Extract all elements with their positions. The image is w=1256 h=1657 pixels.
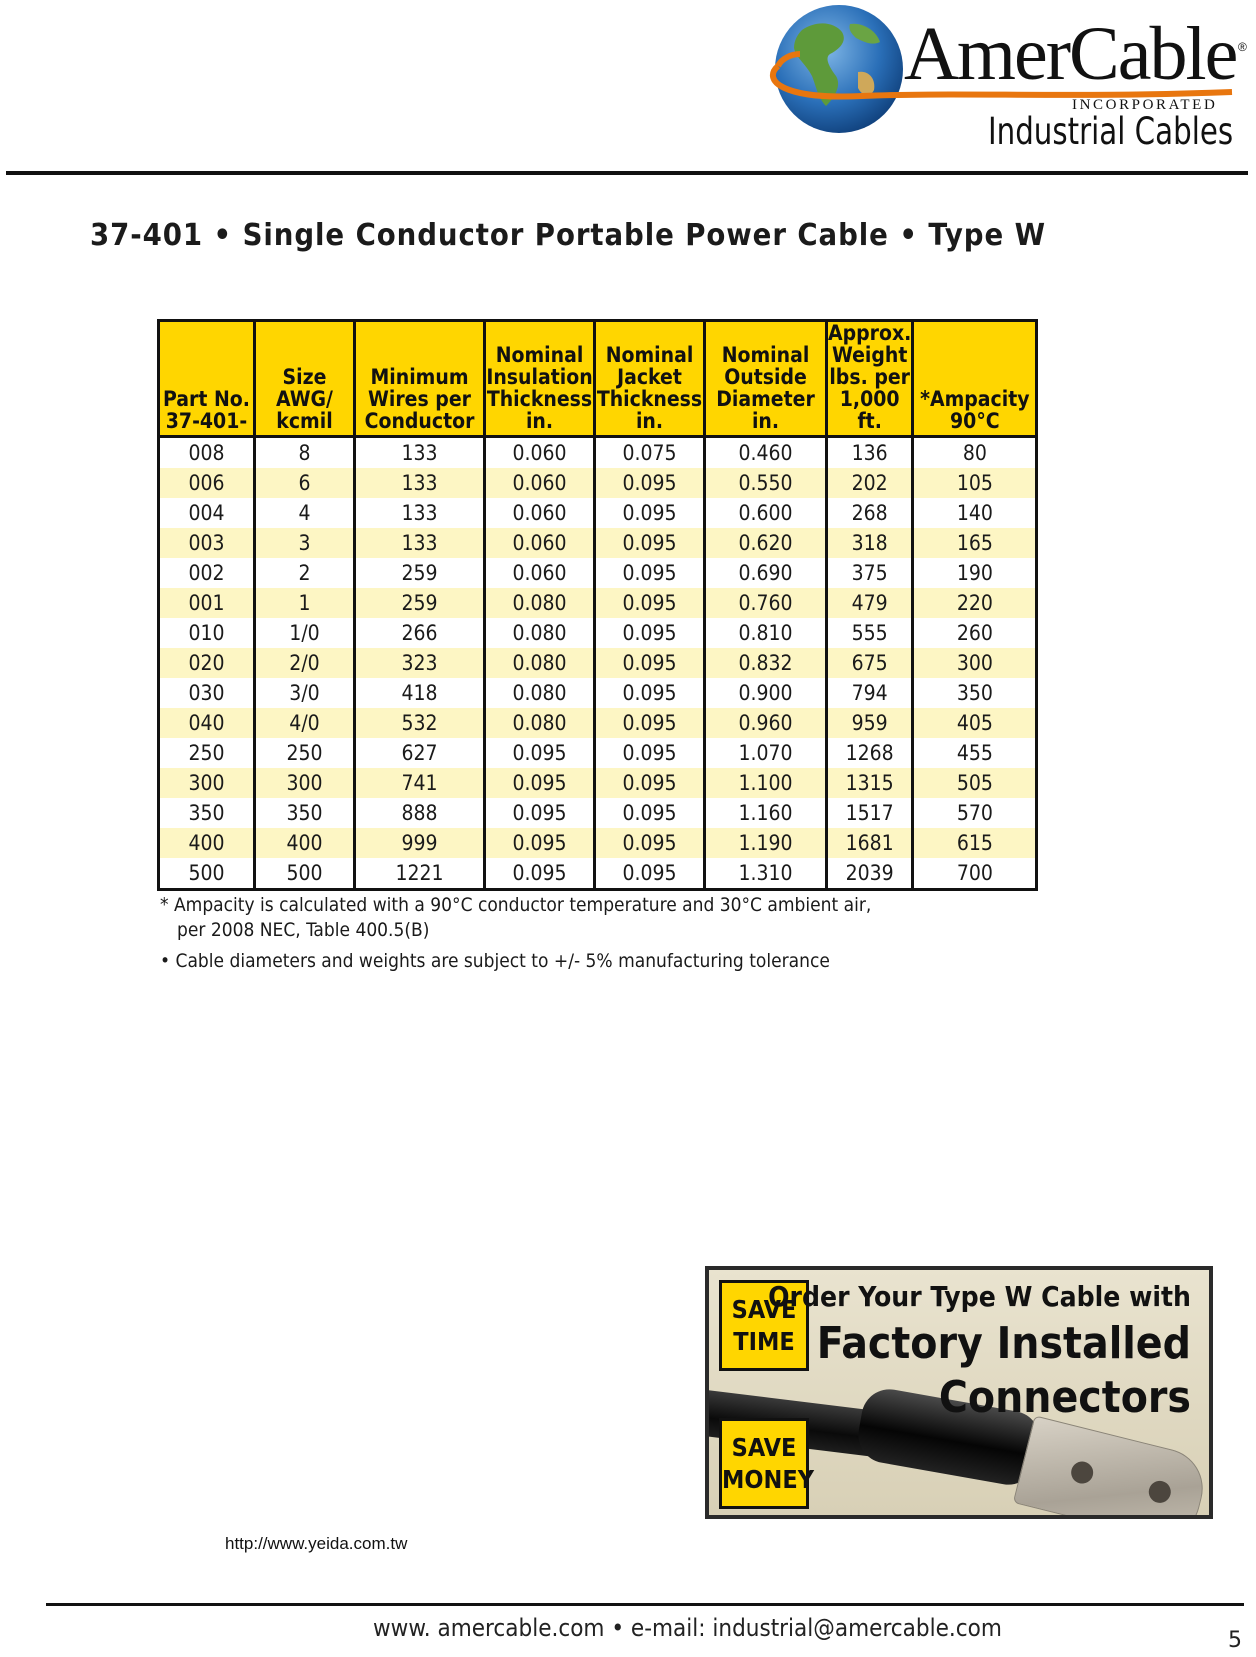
cell-insulation: 0.095 xyxy=(485,828,595,858)
cell-insulation: 0.080 xyxy=(485,588,595,618)
cell-insulation: 0.060 xyxy=(485,437,595,469)
cell-insulation: 0.080 xyxy=(485,648,595,678)
table-row xyxy=(159,618,1037,648)
cell-size: 4/0 xyxy=(255,708,355,738)
table-row xyxy=(159,498,1037,528)
cell-jacket: 0.095 xyxy=(595,558,705,588)
table-header-row xyxy=(159,321,1037,437)
cell-min-wires: 259 xyxy=(355,558,485,588)
cell-jacket: 0.095 xyxy=(595,858,705,890)
tagline: Industrial Cables xyxy=(988,110,1234,153)
cell-insulation: 0.080 xyxy=(485,708,595,738)
cell-ampacity: 165 xyxy=(913,528,1037,558)
cell-min-wires: 133 xyxy=(355,437,485,469)
cell-min-wires: 999 xyxy=(355,828,485,858)
cell-jacket: 0.095 xyxy=(595,708,705,738)
ampacity-note: * Ampacity is calculated with a 90°C conductor temperature and 30°C ambient air, xyxy=(160,894,872,916)
cell-ampacity: 505 xyxy=(913,768,1037,798)
cell-jacket: 0.095 xyxy=(595,588,705,618)
page-number: 5 xyxy=(1228,1628,1242,1653)
cell-insulation: 0.060 xyxy=(485,528,595,558)
cell-jacket: 0.095 xyxy=(595,768,705,798)
registered-mark: ® xyxy=(1238,40,1247,54)
cell-part-no: 040 xyxy=(159,708,255,738)
cell-part-no: 008 xyxy=(159,437,255,469)
cell-outside-diameter: 0.810 xyxy=(705,618,827,648)
cell-outside-diameter: 1.160 xyxy=(705,798,827,828)
cable-spec-table xyxy=(157,319,1038,891)
cell-weight: 555 xyxy=(827,618,913,648)
incorporated-label: INCORPORATED xyxy=(1072,97,1218,113)
cell-ampacity: 615 xyxy=(913,828,1037,858)
promo-headline: Order Your Type W Cable with xyxy=(768,1280,1191,1313)
cell-part-no: 010 xyxy=(159,618,255,648)
cell-outside-diameter: 1.310 xyxy=(705,858,827,890)
cell-insulation: 0.060 xyxy=(485,468,595,498)
cell-outside-diameter: 0.760 xyxy=(705,588,827,618)
cell-weight: 202 xyxy=(827,468,913,498)
col-header-ampacity: *Ampacity 90°C xyxy=(913,321,1037,437)
ampacity-note-reference: per 2008 NEC, Table 400.5(B) xyxy=(177,919,430,941)
cell-weight: 479 xyxy=(827,588,913,618)
cell-part-no: 500 xyxy=(159,858,255,890)
cell-part-no: 001 xyxy=(159,588,255,618)
cell-insulation: 0.095 xyxy=(485,798,595,828)
col-header-jacket: Nominal Jacket Thickness in. xyxy=(595,321,705,437)
cell-outside-diameter: 0.832 xyxy=(705,648,827,678)
cell-size: 300 xyxy=(255,768,355,798)
cell-jacket: 0.095 xyxy=(595,798,705,828)
cell-jacket: 0.095 xyxy=(595,618,705,648)
cell-size: 6 xyxy=(255,468,355,498)
cell-jacket: 0.095 xyxy=(595,828,705,858)
cell-jacket: 0.095 xyxy=(595,678,705,708)
cell-jacket: 0.095 xyxy=(595,648,705,678)
cell-size: 350 xyxy=(255,798,355,828)
cell-size: 2 xyxy=(255,558,355,588)
cell-part-no: 002 xyxy=(159,558,255,588)
save-time-badge: SAVE TIME xyxy=(719,1280,809,1371)
cell-ampacity: 350 xyxy=(913,678,1037,708)
cell-part-no: 300 xyxy=(159,768,255,798)
table-row xyxy=(159,437,1037,469)
cell-outside-diameter: 1.070 xyxy=(705,738,827,768)
cell-weight: 794 xyxy=(827,678,913,708)
header-divider xyxy=(6,171,1248,175)
cell-part-no: 020 xyxy=(159,648,255,678)
cell-insulation: 0.080 xyxy=(485,618,595,648)
cell-part-no: 250 xyxy=(159,738,255,768)
cell-part-no: 030 xyxy=(159,678,255,708)
cell-weight: 1315 xyxy=(827,768,913,798)
cell-size: 2/0 xyxy=(255,648,355,678)
cell-min-wires: 627 xyxy=(355,738,485,768)
cell-min-wires: 741 xyxy=(355,768,485,798)
cell-outside-diameter: 0.460 xyxy=(705,437,827,469)
cell-part-no: 350 xyxy=(159,798,255,828)
table-row xyxy=(159,738,1037,768)
cell-ampacity: 300 xyxy=(913,648,1037,678)
cell-ampacity: 455 xyxy=(913,738,1037,768)
tolerance-note: • Cable diameters and weights are subject to +/- 5% manufacturing tolerance xyxy=(160,950,830,972)
cell-min-wires: 888 xyxy=(355,798,485,828)
cell-part-no: 003 xyxy=(159,528,255,558)
cell-outside-diameter: 0.900 xyxy=(705,678,827,708)
col-header-size: Size AWG/ kcmil xyxy=(255,321,355,437)
table-footnotes xyxy=(160,893,871,974)
cell-part-no: 006 xyxy=(159,468,255,498)
table-row xyxy=(159,708,1037,738)
col-header-weight: Approx. Weight lbs. per 1,000 ft. xyxy=(827,321,913,437)
cell-min-wires: 133 xyxy=(355,498,485,528)
cell-ampacity: 700 xyxy=(913,858,1037,890)
promo-connectors: Connectors xyxy=(938,1372,1191,1423)
cell-jacket: 0.095 xyxy=(595,498,705,528)
footer-divider xyxy=(46,1603,1244,1606)
cell-min-wires: 266 xyxy=(355,618,485,648)
table-row xyxy=(159,528,1037,558)
connector-promo-banner xyxy=(705,1266,1213,1519)
table-row xyxy=(159,858,1037,890)
brand-name: AmerCable xyxy=(904,12,1237,96)
table-row xyxy=(159,468,1037,498)
cell-part-no: 004 xyxy=(159,498,255,528)
table-row xyxy=(159,678,1037,708)
cell-jacket: 0.095 xyxy=(595,468,705,498)
cell-ampacity: 405 xyxy=(913,708,1037,738)
cell-outside-diameter: 1.100 xyxy=(705,768,827,798)
table-row xyxy=(159,798,1037,828)
cell-insulation: 0.060 xyxy=(485,498,595,528)
footer-contact: www. amercable.com • e-mail: industrial@amercable.com xyxy=(373,1614,1002,1642)
cell-weight: 2039 xyxy=(827,858,913,890)
table-row xyxy=(159,828,1037,858)
cell-ampacity: 570 xyxy=(913,798,1037,828)
cell-insulation: 0.095 xyxy=(485,858,595,890)
cell-insulation: 0.060 xyxy=(485,558,595,588)
cell-outside-diameter: 0.620 xyxy=(705,528,827,558)
cell-min-wires: 259 xyxy=(355,588,485,618)
cell-size: 1 xyxy=(255,588,355,618)
cell-weight: 675 xyxy=(827,648,913,678)
cell-size: 1/0 xyxy=(255,618,355,648)
cell-insulation: 0.095 xyxy=(485,768,595,798)
source-url: http://www.yeida.com.tw xyxy=(225,1534,408,1553)
cell-size: 500 xyxy=(255,858,355,890)
cell-outside-diameter: 0.690 xyxy=(705,558,827,588)
cell-outside-diameter: 1.190 xyxy=(705,828,827,858)
cell-weight: 375 xyxy=(827,558,913,588)
table-row xyxy=(159,558,1037,588)
cell-weight: 136 xyxy=(827,437,913,469)
cell-weight: 959 xyxy=(827,708,913,738)
table-row xyxy=(159,648,1037,678)
table-row xyxy=(159,588,1037,618)
cell-ampacity: 105 xyxy=(913,468,1037,498)
page-title: 37-401 • Single Conductor Portable Power Cable • Type W xyxy=(90,218,1047,253)
col-header-part-no: Part No. 37-401- xyxy=(159,321,255,437)
cell-jacket: 0.075 xyxy=(595,437,705,469)
cell-insulation: 0.095 xyxy=(485,738,595,768)
col-header-min-wires: Minimum Wires per Conductor xyxy=(355,321,485,437)
cell-min-wires: 418 xyxy=(355,678,485,708)
save-money-badge: SAVE MONEY xyxy=(719,1418,809,1509)
cell-weight: 318 xyxy=(827,528,913,558)
cell-jacket: 0.095 xyxy=(595,738,705,768)
table-row xyxy=(159,768,1037,798)
col-header-insulation: Nominal Insulation Thickness in. xyxy=(485,321,595,437)
cell-weight: 1517 xyxy=(827,798,913,828)
cell-outside-diameter: 0.960 xyxy=(705,708,827,738)
lug-hole-icon xyxy=(1069,1459,1096,1486)
cell-ampacity: 80 xyxy=(913,437,1037,469)
cell-outside-diameter: 0.550 xyxy=(705,468,827,498)
lug-hole-icon xyxy=(1146,1479,1173,1506)
cell-min-wires: 1221 xyxy=(355,858,485,890)
col-header-outside-diameter: Nominal Outside Diameter in. xyxy=(705,321,827,437)
cell-min-wires: 133 xyxy=(355,468,485,498)
cell-outside-diameter: 0.600 xyxy=(705,498,827,528)
promo-factory-installed: Factory Installed xyxy=(816,1318,1191,1369)
cell-ampacity: 220 xyxy=(913,588,1037,618)
cell-min-wires: 133 xyxy=(355,528,485,558)
cell-min-wires: 323 xyxy=(355,648,485,678)
amercable-logo xyxy=(752,0,1252,160)
lug-connector-image xyxy=(1013,1415,1211,1519)
cell-insulation: 0.080 xyxy=(485,678,595,708)
cell-size: 250 xyxy=(255,738,355,768)
cell-ampacity: 260 xyxy=(913,618,1037,648)
cell-jacket: 0.095 xyxy=(595,528,705,558)
cell-ampacity: 190 xyxy=(913,558,1037,588)
cell-size: 8 xyxy=(255,437,355,469)
cell-size: 3/0 xyxy=(255,678,355,708)
cell-size: 4 xyxy=(255,498,355,528)
cell-size: 400 xyxy=(255,828,355,858)
cell-part-no: 400 xyxy=(159,828,255,858)
cell-min-wires: 532 xyxy=(355,708,485,738)
cell-ampacity: 140 xyxy=(913,498,1037,528)
cell-size: 3 xyxy=(255,528,355,558)
cell-weight: 1268 xyxy=(827,738,913,768)
cell-weight: 268 xyxy=(827,498,913,528)
cell-weight: 1681 xyxy=(827,828,913,858)
